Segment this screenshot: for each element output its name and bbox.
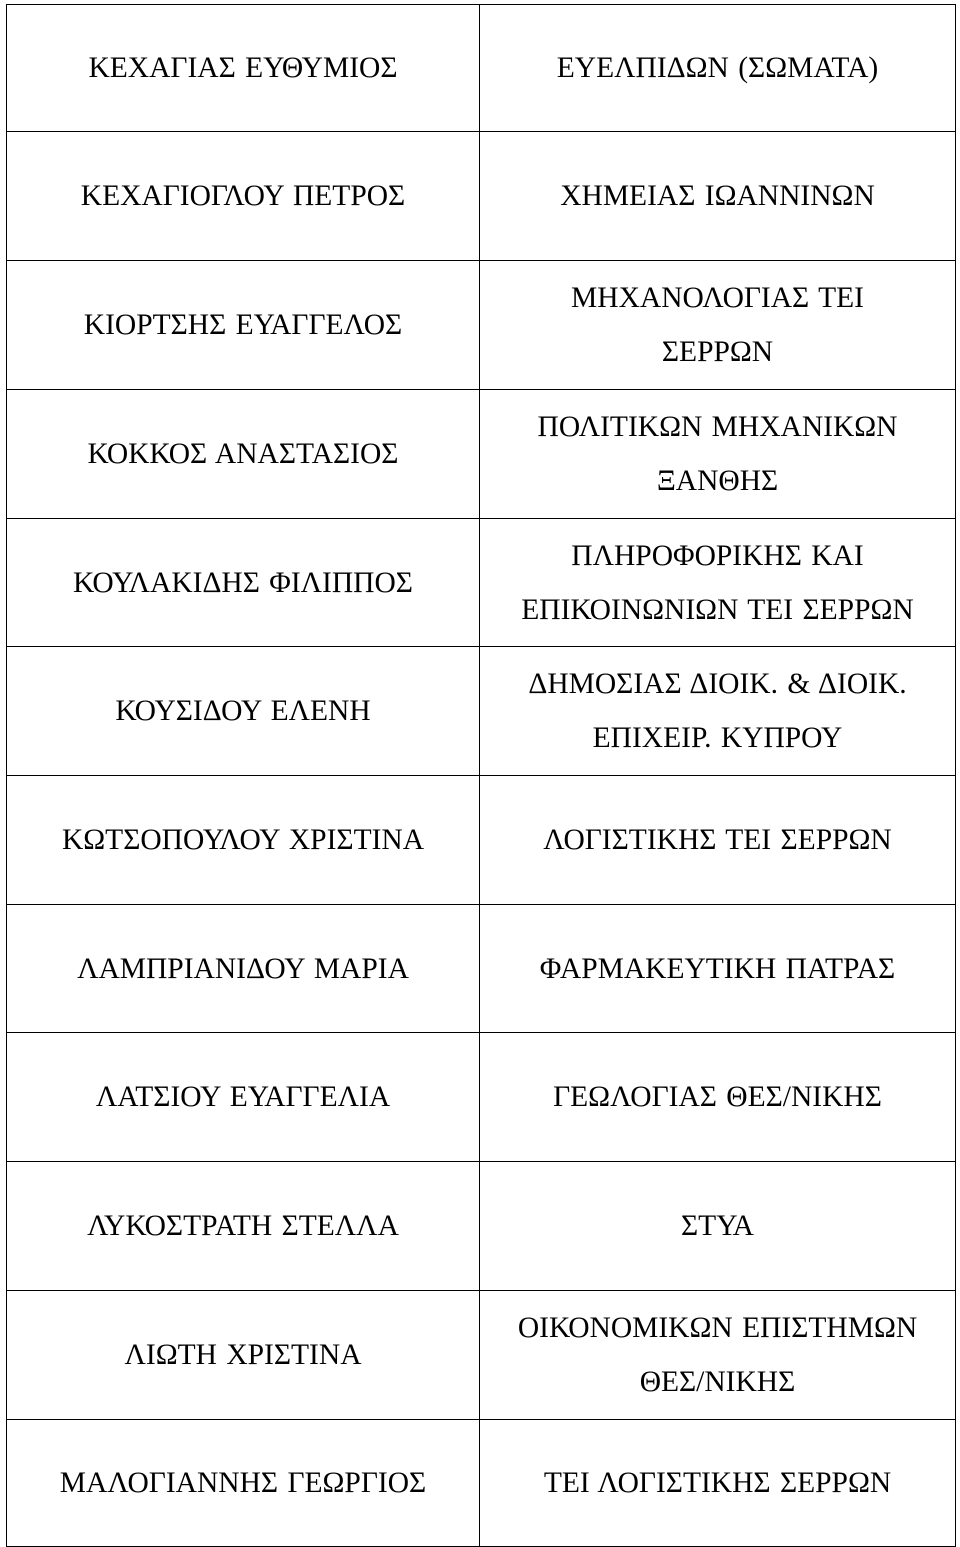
department-cell: ΧΗΜΕΙΑΣ ΙΩΑΝΝΙΝΩΝ — [480, 132, 956, 261]
student-name-cell: ΚΟΥΛΑΚΙΔΗΣ ΦΙΛΙΠΠΟΣ — [7, 519, 480, 647]
table-row — [7, 776, 956, 905]
student-name-cell: ΜΑΛΟΓΙΑΝΝΗΣ ΓΕΩΡΓΙΟΣ — [7, 1420, 480, 1547]
table-row — [7, 1033, 956, 1162]
student-name-cell: ΚΕΧΑΓΙΟΓΛΟΥ ΠΕΤΡΟΣ — [7, 132, 480, 261]
table-row — [7, 1420, 956, 1547]
department-cell: ΣΤΥΑ — [480, 1162, 956, 1291]
table-row — [7, 132, 956, 261]
table-row — [7, 905, 956, 1033]
table-row — [7, 390, 956, 519]
student-name-cell: ΛΙΩΤΗ ΧΡΙΣΤΙΝΑ — [7, 1291, 480, 1420]
table-row — [7, 5, 956, 132]
department-cell: ΠΟΛΙΤΙΚΩΝ ΜΗΧΑΝΙΚΩΝ ΞΑΝΘΗΣ — [480, 390, 956, 519]
table-row — [7, 1291, 956, 1420]
department-cell: ΦΑΡΜΑΚΕΥΤΙΚΗ ΠΑΤΡΑΣ — [480, 905, 956, 1033]
admissions-table — [6, 4, 956, 1547]
student-name-cell: ΚΕΧΑΓΙΑΣ ΕΥΘΥΜΙΟΣ — [7, 5, 480, 132]
department-cell: ΓΕΩΛΟΓΙΑΣ ΘΕΣ/ΝΙΚΗΣ — [480, 1033, 956, 1162]
table-row — [7, 519, 956, 647]
table-row — [7, 647, 956, 776]
student-name-cell: ΛΥΚΟΣΤΡΑΤΗ ΣΤΕΛΛΑ — [7, 1162, 480, 1291]
student-name-cell: ΚΟΚΚΟΣ ΑΝΑΣΤΑΣΙΟΣ — [7, 390, 480, 519]
department-cell: ΠΛΗΡΟΦΟΡΙΚΗΣ ΚΑΙ ΕΠΙΚΟΙΝΩΝΙΩΝ ΤΕΙ ΣΕΡΡΩΝ — [480, 519, 956, 647]
table-row — [7, 261, 956, 390]
department-cell: ΤΕΙ ΛΟΓΙΣΤΙΚΗΣ ΣΕΡΡΩΝ — [480, 1420, 956, 1547]
department-cell: ΛΟΓΙΣΤΙΚΗΣ ΤΕΙ ΣΕΡΡΩΝ — [480, 776, 956, 905]
department-cell: ΔΗΜΟΣΙΑΣ ΔΙΟΙΚ. & ΔΙΟΙΚ. ΕΠΙΧΕΙΡ. ΚΥΠΡΟΥ — [480, 647, 956, 776]
table-row — [7, 1162, 956, 1291]
student-name-cell: ΛΑΜΠΡΙΑΝΙΔΟΥ ΜΑΡΙΑ — [7, 905, 480, 1033]
student-name-cell: ΚΟΥΣΙΔΟΥ ΕΛΕΝΗ — [7, 647, 480, 776]
department-cell: ΜΗΧΑΝΟΛΟΓΙΑΣ ΤΕΙ ΣΕΡΡΩΝ — [480, 261, 956, 390]
student-name-cell: ΛΑΤΣΙΟΥ ΕΥΑΓΓΕΛΙΑ — [7, 1033, 480, 1162]
department-cell: ΕΥΕΛΠΙΔΩΝ (ΣΩΜΑΤΑ) — [480, 5, 956, 132]
student-name-cell: ΚΙΟΡΤΣΗΣ ΕΥΑΓΓΕΛΟΣ — [7, 261, 480, 390]
student-name-cell: ΚΩΤΣΟΠΟΥΛΟΥ ΧΡΙΣΤΙΝΑ — [7, 776, 480, 905]
department-cell: ΟΙΚΟΝΟΜΙΚΩΝ ΕΠΙΣΤΗΜΩΝ ΘΕΣ/ΝΙΚΗΣ — [480, 1291, 956, 1420]
